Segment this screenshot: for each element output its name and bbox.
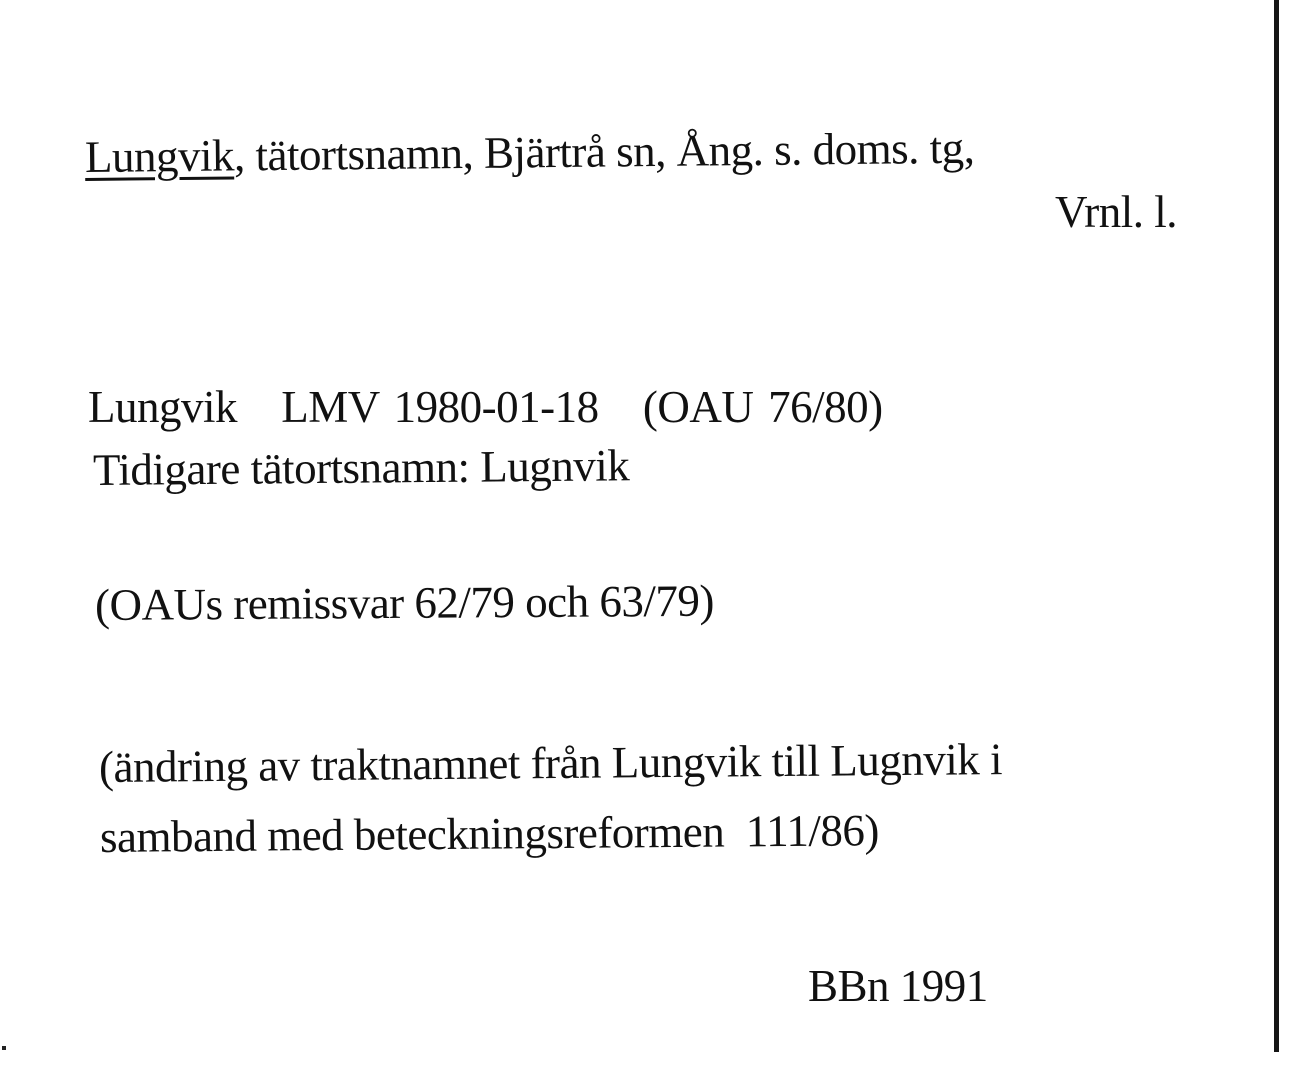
- signature: BBn 1991: [808, 961, 988, 1011]
- previous-name-line: Tidigare tätortsnamn: Lugnvik: [92, 440, 630, 495]
- decision-line: Lungvik LMV 1980-01-18 (OAU 76/80): [88, 382, 883, 432]
- county-label: Vrnl. l.: [1055, 187, 1178, 237]
- headword: Lungvik: [84, 130, 235, 182]
- scan-speck: [2, 1046, 6, 1050]
- header-line: [84, 122, 975, 182]
- remiss-reference: (OAUs remissvar 62/79 och 63/79): [94, 575, 715, 630]
- card-edge-line: [1274, 0, 1279, 1052]
- change-note-line-1: (ändring av traktnamnet från Lungvik till Lugnvik i: [98, 734, 1003, 792]
- change-note-line-2: samband med beteckningsreformen 111/86): [99, 805, 880, 862]
- header-description: , tätortsnamn, Bjärtrå sn, Ång. s. doms. tg,: [233, 122, 975, 181]
